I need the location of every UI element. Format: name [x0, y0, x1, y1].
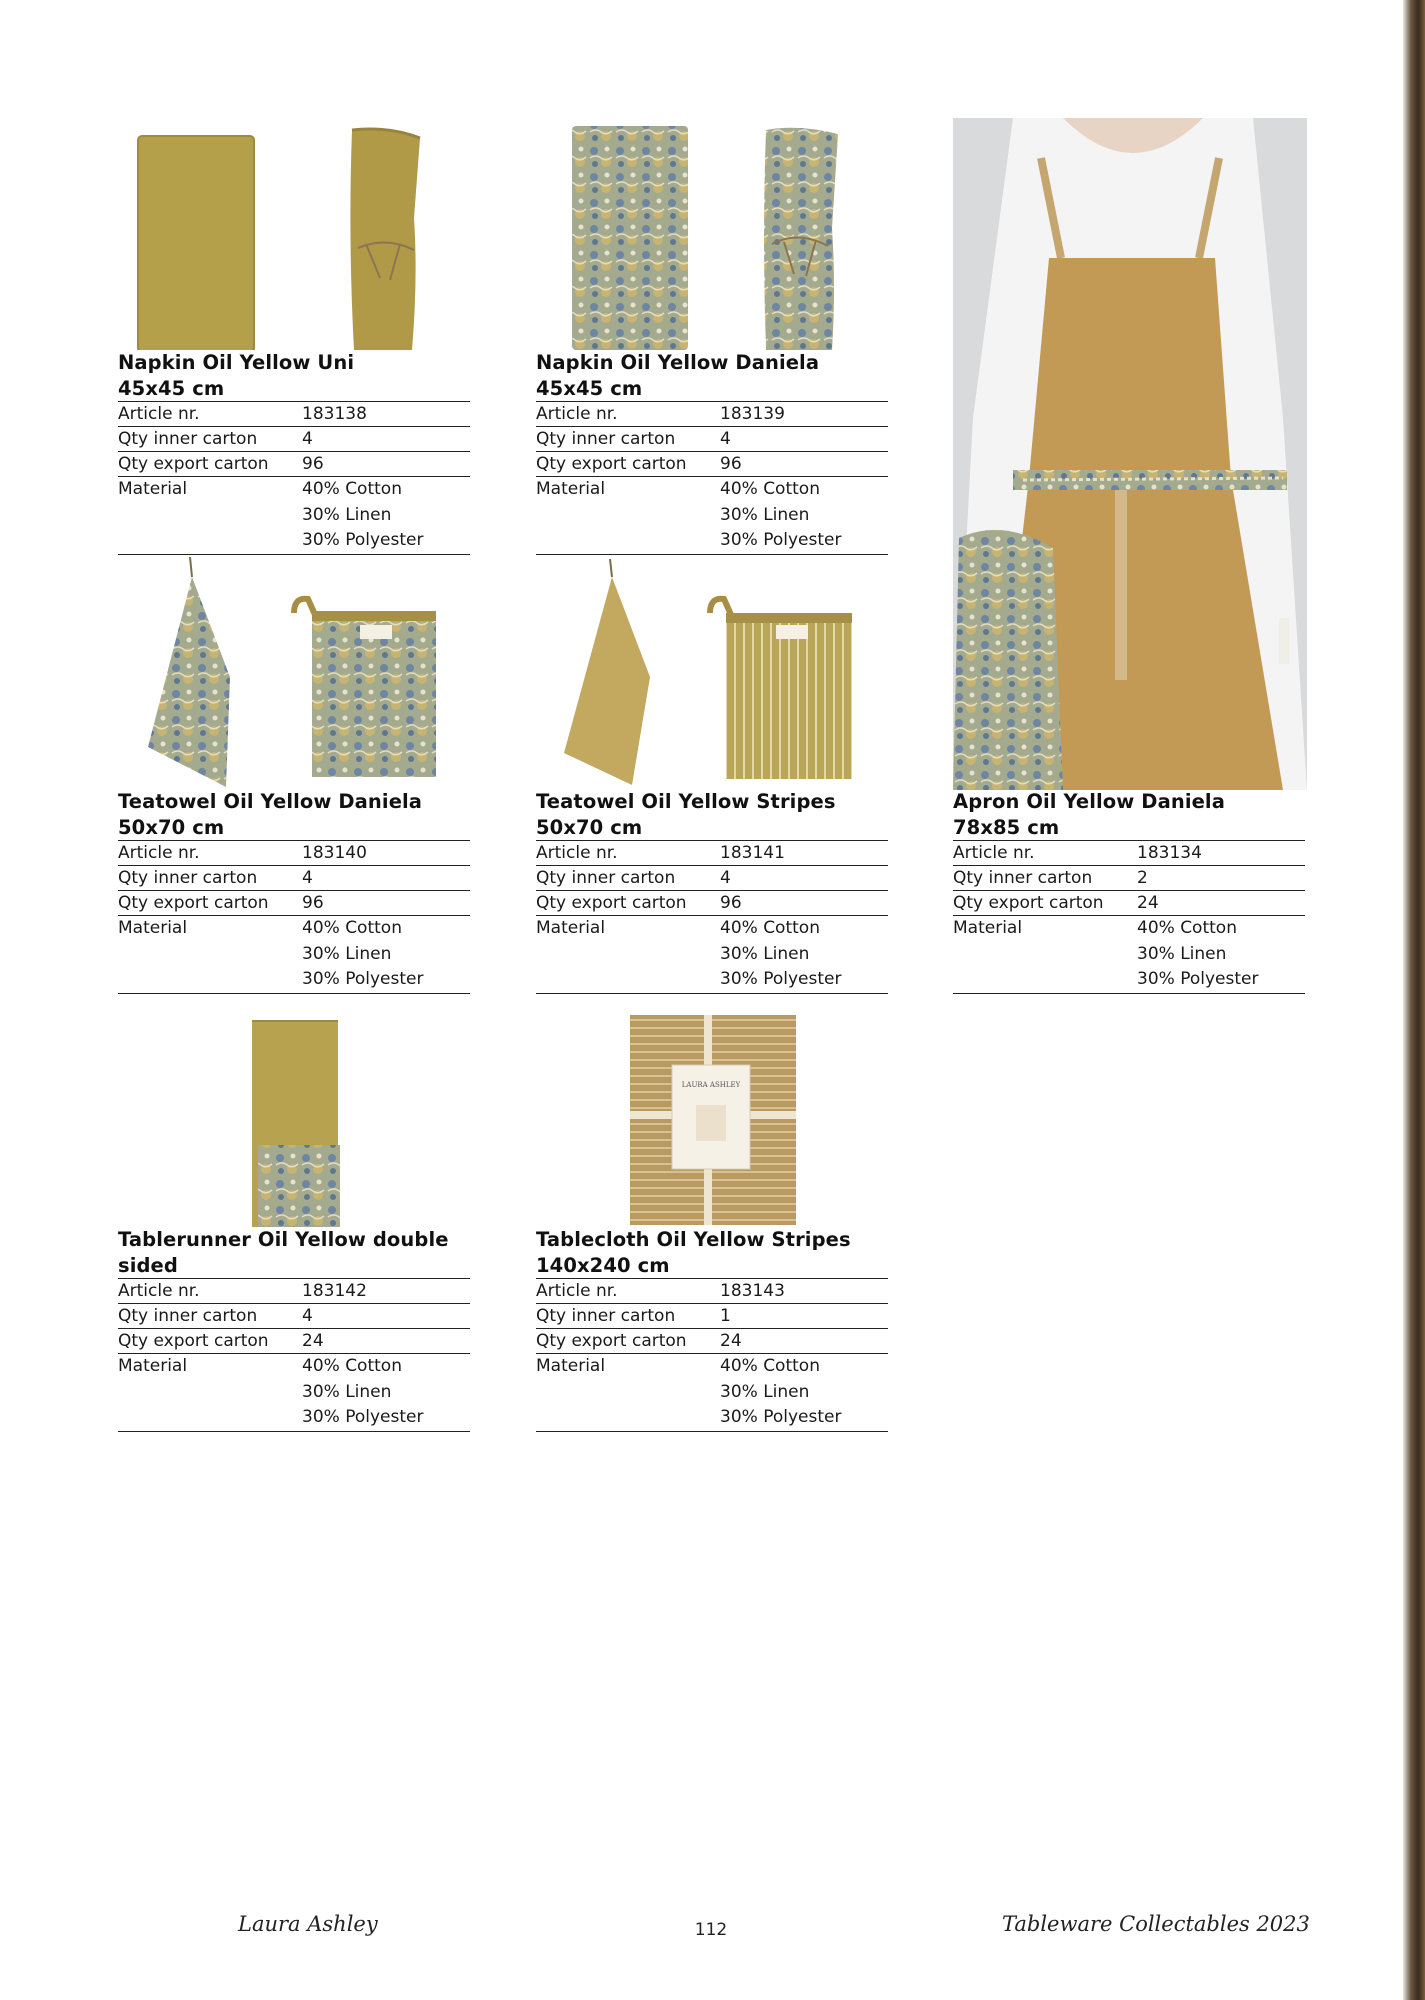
- spec-row-qty-export: Qty export carton 96: [536, 452, 888, 477]
- footer-brand: Laura Ashley: [238, 1912, 378, 1936]
- spec-row-material: Material 40% Cotton 30% Linen 30% Polyester: [118, 1354, 470, 1432]
- product-title: Tablerunner Oil Yellow double sided: [118, 1228, 449, 1277]
- apron-photo: [953, 118, 1307, 790]
- product-image: [536, 557, 888, 789]
- product-image: [118, 118, 470, 350]
- spec-row-qty-inner: Qty inner carton 4: [118, 866, 470, 891]
- spec-row-qty-inner: Qty inner carton 1: [536, 1304, 888, 1329]
- napkin-uni-illustration: [118, 118, 470, 350]
- tablerunner-illustration: [118, 995, 470, 1227]
- page-edge: [1403, 0, 1425, 2000]
- spec-row-qty-inner: Qty inner carton 4: [536, 427, 888, 452]
- teatowel-stripes-illustration: [536, 557, 888, 789]
- tablecloth-brand-tag: LAURA ASHLEY: [681, 1081, 741, 1089]
- spec-row-article: Article nr. 183138: [118, 402, 470, 427]
- product-image: [536, 995, 888, 1227]
- apron-illustration: [953, 118, 1307, 790]
- product-image: [118, 557, 470, 789]
- spec-row-qty-inner: Qty inner carton 4: [536, 866, 888, 891]
- spec-row-article: Article nr. 183140: [118, 841, 470, 866]
- product-tablecloth: [536, 995, 888, 1432]
- spec-row-article: Article nr. 183143: [536, 1279, 888, 1304]
- spec-row-qty-export: Qty export carton 24: [953, 891, 1305, 916]
- spec-row-material: Material 40% Cotton 30% Linen 30% Polyester: [536, 1354, 888, 1432]
- spec-row-qty-export: Qty export carton 96: [118, 452, 470, 477]
- spec-row-qty-inner: Qty inner carton 4: [118, 1304, 470, 1329]
- spec-table: [953, 840, 1305, 994]
- product-title: Teatowel Oil Yellow Stripes 50x70 cm: [536, 790, 836, 839]
- product-teatowel-daniela: [118, 557, 470, 994]
- product-napkin-uni: [118, 118, 470, 555]
- spec-table: [118, 401, 470, 555]
- product-title: Apron Oil Yellow Daniela 78x85 cm: [953, 790, 1225, 839]
- spec-table: [118, 1278, 470, 1432]
- product-tablerunner: [118, 995, 470, 1432]
- spec-row-qty-inner: Qty inner carton 2: [953, 866, 1305, 891]
- product-title: Tablecloth Oil Yellow Stripes 140x240 cm: [536, 1228, 851, 1277]
- product-napkin-daniela: [536, 118, 888, 555]
- spec-row-qty-export: Qty export carton 24: [118, 1329, 470, 1354]
- product-teatowel-stripes: [536, 557, 888, 994]
- product-title: Teatowel Oil Yellow Daniela 50x70 cm: [118, 790, 423, 839]
- spec-row-qty-export: Qty export carton 96: [118, 891, 470, 916]
- footer-catalog: Tableware Collectables 2023: [1002, 1912, 1310, 1936]
- spec-row-article: Article nr. 183141: [536, 841, 888, 866]
- teatowel-daniela-illustration: [118, 557, 470, 789]
- product-image: [536, 118, 888, 350]
- spec-row-article: Article nr. 183139: [536, 402, 888, 427]
- spec-row-material: Material 40% Cotton 30% Linen 30% Polyester: [536, 916, 888, 994]
- spec-row-qty-inner: Qty inner carton 4: [118, 427, 470, 452]
- product-image: [118, 995, 470, 1227]
- spec-row-qty-export: Qty export carton 96: [536, 891, 888, 916]
- product-title: Napkin Oil Yellow Uni 45x45 cm: [118, 351, 355, 400]
- spec-table: [118, 840, 470, 994]
- spec-table: [536, 401, 888, 555]
- spec-row-material: Material 40% Cotton 30% Linen 30% Polyester: [536, 477, 888, 555]
- spec-table: [536, 1278, 888, 1432]
- product-apron-daniela: [953, 789, 1305, 994]
- spec-table: [536, 840, 888, 994]
- spec-row-article: Article nr. 183142: [118, 1279, 470, 1304]
- spec-row-material: Material 40% Cotton 30% Linen 30% Polyester: [118, 916, 470, 994]
- page-number: 112: [694, 1920, 728, 1940]
- spec-row-qty-export: Qty export carton 24: [536, 1329, 888, 1354]
- product-title: Napkin Oil Yellow Daniela 45x45 cm: [536, 351, 820, 400]
- spec-row-material: Material 40% Cotton 30% Linen 30% Polyester: [118, 477, 470, 555]
- spec-row-material: Material 40% Cotton 30% Linen 30% Polyester: [953, 916, 1305, 994]
- napkin-daniela-illustration: [536, 118, 888, 350]
- spec-row-article: Article nr. 183134: [953, 841, 1305, 866]
- tablecloth-illustration: [536, 995, 888, 1227]
